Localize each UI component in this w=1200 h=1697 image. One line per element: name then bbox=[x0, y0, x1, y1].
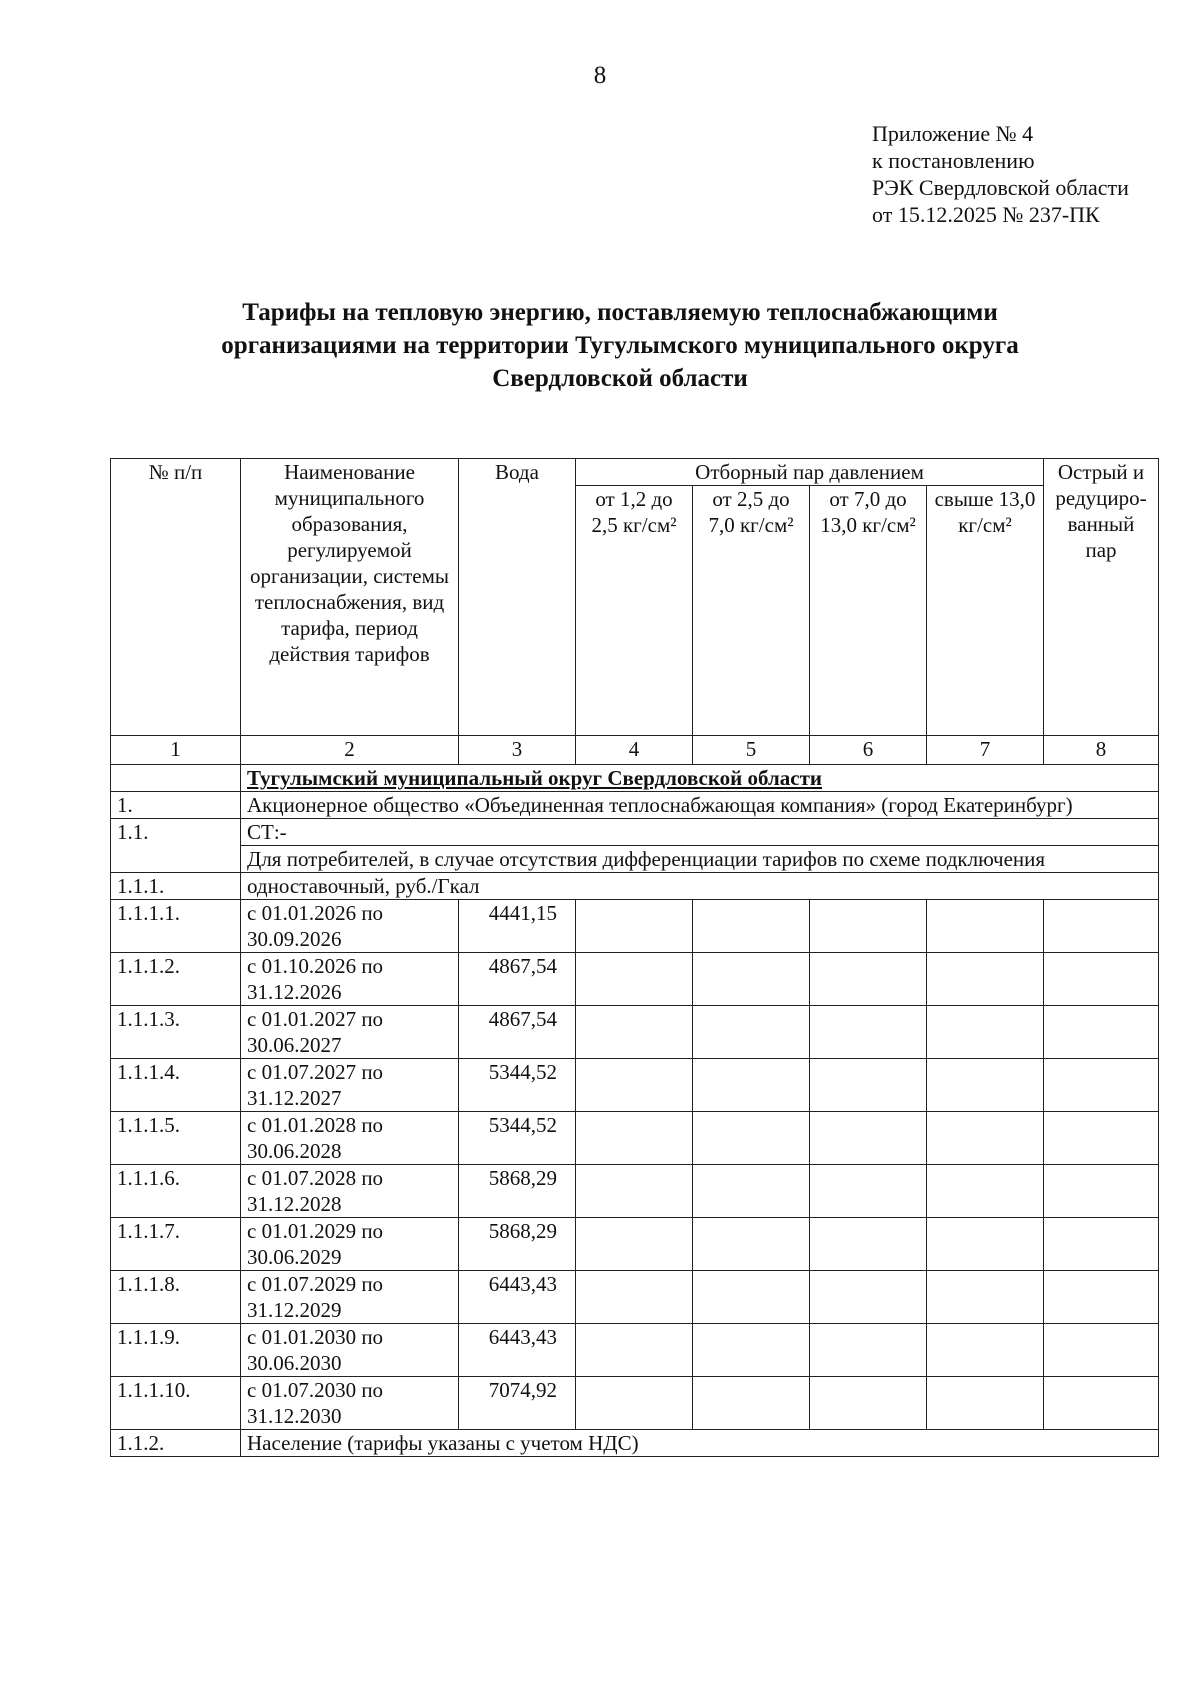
steam-4-tariff bbox=[927, 1059, 1044, 1112]
sharp-steam-tariff bbox=[1044, 953, 1159, 1006]
steam-3-tariff bbox=[810, 900, 927, 953]
consumers-row bbox=[111, 846, 1159, 873]
steam-3-tariff bbox=[810, 1271, 927, 1324]
population-label: Население (тарифы указаны с учетом НДС) bbox=[241, 1430, 1159, 1457]
steam-2-tariff bbox=[693, 1112, 810, 1165]
consumers-label: Для потребителей, в случае отсутствия дифференциации тарифов по схеме подключения bbox=[241, 846, 1159, 873]
steam-3-tariff bbox=[810, 1377, 927, 1430]
steam-1-tariff bbox=[576, 1377, 693, 1430]
header-steam-3: от 7,0 до 13,0 кг/см² bbox=[810, 486, 927, 736]
steam-1-tariff bbox=[576, 1059, 693, 1112]
header-num: № п/п bbox=[111, 459, 241, 736]
steam-4-tariff bbox=[927, 1165, 1044, 1218]
row-number: 1.1.2. bbox=[111, 1430, 241, 1457]
page-number: 8 bbox=[593, 62, 607, 89]
header-steam-4: свыше 13,0 кг/см² bbox=[927, 486, 1044, 736]
steam-3-tariff bbox=[810, 1324, 927, 1377]
column-number: 7 bbox=[927, 736, 1044, 765]
tariff-row bbox=[111, 1059, 1159, 1112]
row-number: 1.1.1.9. bbox=[111, 1324, 241, 1377]
water-tariff: 4867,54 bbox=[459, 1006, 576, 1059]
steam-4-tariff bbox=[927, 1218, 1044, 1271]
single-rate-label: одноставочный, руб./Гкал bbox=[241, 873, 1159, 900]
appendix-reference bbox=[872, 120, 1129, 228]
tariff-period: с 01.01.2029 по 30.06.2029 bbox=[241, 1218, 459, 1271]
steam-4-tariff bbox=[927, 1271, 1044, 1324]
steam-3-tariff bbox=[810, 1218, 927, 1271]
tariff-period: с 01.07.2029 по 31.12.2029 bbox=[241, 1271, 459, 1324]
appendix-line: Приложение № 4 bbox=[872, 121, 1034, 146]
steam-1-tariff bbox=[576, 1165, 693, 1218]
appendix-line: РЭК Свердловской области bbox=[872, 175, 1129, 200]
steam-1-tariff bbox=[576, 1271, 693, 1324]
tariff-row bbox=[111, 1324, 1159, 1377]
column-number: 5 bbox=[693, 736, 810, 765]
sharp-steam-tariff bbox=[1044, 1006, 1159, 1059]
steam-3-tariff bbox=[810, 1112, 927, 1165]
title-line: организациями на территории Тугулымского муниципального округа bbox=[221, 332, 1019, 359]
steam-2-tariff bbox=[693, 900, 810, 953]
row-number: 1.1. bbox=[111, 819, 241, 873]
tariff-row bbox=[111, 953, 1159, 1006]
title-line: Тарифы на тепловую энергию, поставляемую теплоснабжающими bbox=[242, 299, 998, 326]
tariff-period: с 01.01.2026 по 30.09.2026 bbox=[241, 900, 459, 953]
steam-1-tariff bbox=[576, 1112, 693, 1165]
steam-3-tariff bbox=[810, 1059, 927, 1112]
tariff-row bbox=[111, 1271, 1159, 1324]
water-tariff: 5868,29 bbox=[459, 1218, 576, 1271]
steam-3-tariff bbox=[810, 1165, 927, 1218]
organization-row bbox=[111, 792, 1159, 819]
water-tariff: 4441,15 bbox=[459, 900, 576, 953]
row-number: 1.1.1.5. bbox=[111, 1112, 241, 1165]
sharp-steam-tariff bbox=[1044, 1165, 1159, 1218]
water-tariff: 5344,52 bbox=[459, 1059, 576, 1112]
steam-2-tariff bbox=[693, 1059, 810, 1112]
steam-2-tariff bbox=[693, 1006, 810, 1059]
sharp-steam-tariff bbox=[1044, 1112, 1159, 1165]
tariff-table bbox=[110, 458, 1159, 1457]
region-num-cell bbox=[111, 765, 241, 792]
column-number: 6 bbox=[810, 736, 927, 765]
steam-2-tariff bbox=[693, 953, 810, 1006]
water-tariff: 6443,43 bbox=[459, 1324, 576, 1377]
tariff-row bbox=[111, 1006, 1159, 1059]
sharp-steam-tariff bbox=[1044, 1271, 1159, 1324]
steam-2-tariff bbox=[693, 1218, 810, 1271]
appendix-line: к постановлению bbox=[872, 148, 1035, 173]
tariff-period: с 01.07.2028 по 31.12.2028 bbox=[241, 1165, 459, 1218]
header-steam-group: Отборный пар давлением bbox=[576, 459, 1044, 486]
steam-2-tariff bbox=[693, 1324, 810, 1377]
region-name: Тугулымский муниципальный округ Свердловской области bbox=[241, 765, 1159, 792]
steam-2-tariff bbox=[693, 1271, 810, 1324]
tariff-period: с 01.07.2027 по 31.12.2027 bbox=[241, 1059, 459, 1112]
column-number: 3 bbox=[459, 736, 576, 765]
tariff-period: с 01.01.2027 по 30.06.2027 bbox=[241, 1006, 459, 1059]
tariff-period: с 01.07.2030 по 31.12.2030 bbox=[241, 1377, 459, 1430]
header-water: Вода bbox=[459, 459, 576, 736]
water-tariff: 5344,52 bbox=[459, 1112, 576, 1165]
tariff-period: с 01.01.2028 по 30.06.2028 bbox=[241, 1112, 459, 1165]
row-number: 1.1.1. bbox=[111, 873, 241, 900]
steam-1-tariff bbox=[576, 1006, 693, 1059]
tariff-period: с 01.01.2030 по 30.06.2030 bbox=[241, 1324, 459, 1377]
appendix-line: от 15.12.2025 № 237-ПК bbox=[872, 202, 1100, 227]
header-steam-1: от 1,2 до 2,5 кг/см² bbox=[576, 486, 693, 736]
water-tariff: 5868,29 bbox=[459, 1165, 576, 1218]
sharp-steam-tariff bbox=[1044, 1377, 1159, 1430]
column-number: 1 bbox=[111, 736, 241, 765]
steam-4-tariff bbox=[927, 1112, 1044, 1165]
tariff-row bbox=[111, 900, 1159, 953]
row-number: 1.1.1.2. bbox=[111, 953, 241, 1006]
row-number: 1.1.1.1. bbox=[111, 900, 241, 953]
water-tariff: 7074,92 bbox=[459, 1377, 576, 1430]
steam-1-tariff bbox=[576, 1324, 693, 1377]
header-sharp-steam: Острый и редуциро-ванный пар bbox=[1044, 459, 1159, 736]
row-number: 1.1.1.4. bbox=[111, 1059, 241, 1112]
column-number: 8 bbox=[1044, 736, 1159, 765]
steam-1-tariff bbox=[576, 953, 693, 1006]
tariff-row bbox=[111, 1165, 1159, 1218]
st-row bbox=[111, 819, 1159, 846]
steam-2-tariff bbox=[693, 1377, 810, 1430]
tariff-row bbox=[111, 1377, 1159, 1430]
column-number: 4 bbox=[576, 736, 693, 765]
row-number: 1.1.1.3. bbox=[111, 1006, 241, 1059]
header-steam-2: от 2,5 до 7,0 кг/см² bbox=[693, 486, 810, 736]
column-number: 2 bbox=[241, 736, 459, 765]
header-name: Наименование муниципального образования, регулируемой организации, системы теплоснабжения, вид тарифа, период действия тарифов bbox=[241, 459, 459, 736]
row-number: 1.1.1.7. bbox=[111, 1218, 241, 1271]
row-number: 1.1.1.8. bbox=[111, 1271, 241, 1324]
steam-4-tariff bbox=[927, 1324, 1044, 1377]
row-number: 1.1.1.6. bbox=[111, 1165, 241, 1218]
steam-4-tariff bbox=[927, 1377, 1044, 1430]
water-tariff: 6443,43 bbox=[459, 1271, 576, 1324]
population-row bbox=[111, 1430, 1159, 1457]
column-numbers-row bbox=[111, 736, 1159, 765]
steam-4-tariff bbox=[927, 1006, 1044, 1059]
tariff-row bbox=[111, 1112, 1159, 1165]
steam-3-tariff bbox=[810, 1006, 927, 1059]
sharp-steam-tariff bbox=[1044, 1059, 1159, 1112]
row-number: 1. bbox=[111, 792, 241, 819]
document-title bbox=[150, 296, 1090, 395]
single-rate-row bbox=[111, 873, 1159, 900]
steam-4-tariff bbox=[927, 900, 1044, 953]
title-line: Свердловской области bbox=[492, 365, 748, 392]
steam-4-tariff bbox=[927, 953, 1044, 1006]
sharp-steam-tariff bbox=[1044, 900, 1159, 953]
sharp-steam-tariff bbox=[1044, 1324, 1159, 1377]
sharp-steam-tariff bbox=[1044, 1218, 1159, 1271]
water-tariff: 4867,54 bbox=[459, 953, 576, 1006]
tariff-period: с 01.10.2026 по 31.12.2026 bbox=[241, 953, 459, 1006]
organization-name: Акционерное общество «Объединенная теплоснабжающая компания» (город Екатеринбург) bbox=[241, 792, 1159, 819]
st-label: СТ:- bbox=[241, 819, 1159, 846]
region-row bbox=[111, 765, 1159, 792]
row-number: 1.1.1.10. bbox=[111, 1377, 241, 1430]
steam-3-tariff bbox=[810, 953, 927, 1006]
tariff-row bbox=[111, 1218, 1159, 1271]
steam-2-tariff bbox=[693, 1165, 810, 1218]
steam-1-tariff bbox=[576, 900, 693, 953]
steam-1-tariff bbox=[576, 1218, 693, 1271]
